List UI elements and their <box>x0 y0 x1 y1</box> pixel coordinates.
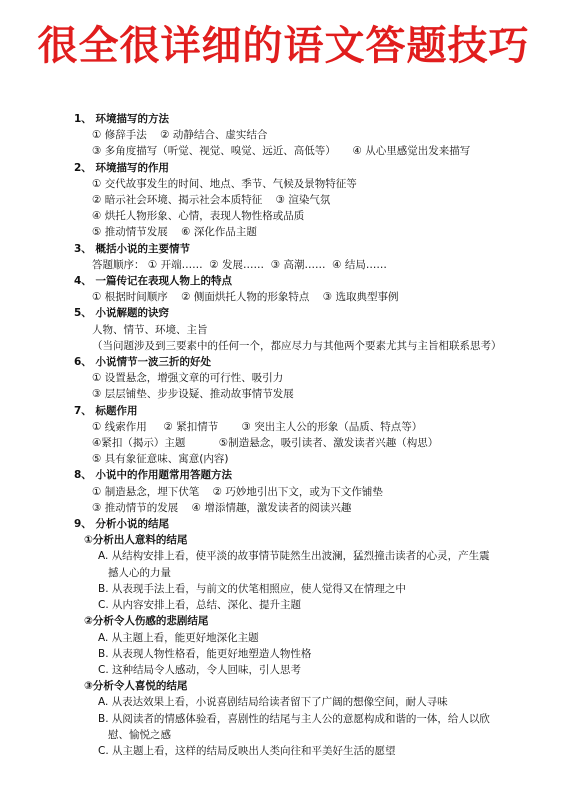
section-heading: 6、 小说情节一波三折的好处 <box>74 356 211 369</box>
tip-line: ② 暗示社会环境、揭示社会本质特征 ③ 渲染气氛 <box>92 194 331 207</box>
tip-line: ③ 多角度描写（听觉、视觉、嗅觉、远近、高低等） ④ 从心里感觉出发来描写 <box>92 145 471 158</box>
tip-line: ① 修辞手法 ② 动静结合、虚实结合 <box>92 129 268 142</box>
tip-line: A. 从结构安排上看，使平淡的故事情节陡然生出波澜，猛烈撞击读者的心灵，产生震 <box>98 550 490 563</box>
section-heading: 8、 小说中的作用题常用答题方法 <box>74 469 232 482</box>
tip-line: ⑤ 具有象征意味、寓意(内容) <box>92 453 229 466</box>
tip-line: ① 交代故事发生的时间、地点、季节、气候及景物特征等 <box>92 177 357 190</box>
tip-line: 慰、愉悦之感 <box>108 728 171 741</box>
section-heading: ③分析令人喜悦的结尾 <box>84 680 188 693</box>
tip-line: 答题顺序： ① 开端…… ② 发展…… ③ 高潮…… ④ 结局…… <box>92 258 387 271</box>
section-heading: ①分析出人意料的结尾 <box>84 534 188 547</box>
tips-content <box>74 111 544 759</box>
tip-line: ③ 层层铺垫、步步设疑、推动故事情节发展 <box>92 388 294 401</box>
page-title: 很全很详细的语文答题技巧 <box>37 22 530 69</box>
tip-line: C. 从内容安排上看，总结、深化、提升主题 <box>98 599 302 612</box>
section-heading: 5、 小说解题的诀窍 <box>74 307 169 320</box>
section-heading: 2、 环境描写的作用 <box>74 161 169 174</box>
tip-line: ① 根据时间顺序 ② 侧面烘托人物的形象特点 ③ 选取典型事例 <box>92 291 399 304</box>
tip-line: C. 从主题上看，这样的结局反映出人类向往和平美好生活的愿望 <box>98 744 396 757</box>
tip-line: A. 从表达效果上看，小说喜剧结局给读者留下了广阔的想像空间，耐人寻味 <box>98 696 448 709</box>
section-heading: 9、 分析小说的结尾 <box>74 518 169 531</box>
tip-line: B. 从表现手法上看，与前文的伏笔相照应，使人觉得又在情理之中 <box>98 582 406 595</box>
tip-line: A. 从主题上看，能更好地深化主题 <box>98 631 259 644</box>
section-heading: 1、 环境描写的方法 <box>74 113 169 125</box>
tip-line: ④紧扣（揭示）主题 ⑤制造悬念，吸引读者、激发读者兴趣（构思） <box>92 437 439 450</box>
tip-line: C. 这种结局令人感动，令人回味，引人思考 <box>98 663 302 676</box>
tip-line: B. 从表现人物性格看，能更好地塑造人物性格 <box>98 647 312 660</box>
section-heading: ②分析令人伤感的悲剧结尾 <box>84 615 209 628</box>
tip-line: B. 从阅读者的情感体验看，喜剧性的结尾与主人公的意愿构成和谐的一体，给人以欣 <box>98 712 490 725</box>
tip-line: ① 制造悬念，埋下伏笔 ② 巧妙地引出下文，或为下文作铺垫 <box>92 485 383 498</box>
section-heading: 4、 一篇传记在表现人物上的特点 <box>74 275 232 288</box>
section-heading: 7、 标题作用 <box>74 404 138 417</box>
tip-line: ③ 推动情节的发展 ④ 增添情趣，激发读者的阅读兴趣 <box>92 501 352 514</box>
tip-line: ④ 烘托人物形象、心情，表现人物性格或品质 <box>92 210 305 223</box>
tip-line: 撼人心的力量 <box>108 566 171 579</box>
tip-line: ① 线索作用 ② 紧扣情节 ③ 突出主人公的形象（品质、特点等） <box>92 420 423 433</box>
tip-line: ⑤ 推动情节发展 ⑥ 深化作品主题 <box>92 226 257 239</box>
section-heading: 3、 概括小说的主要情节 <box>74 242 190 255</box>
tip-line: （当问题涉及到三要素中的任何一个，都应尽力与其他两个要素尤其与主旨相联系思考） <box>92 339 502 352</box>
tip-line: 人物、情节、环境、主旨 <box>92 323 208 336</box>
tip-line: ① 设置悬念，增强文章的可行性、吸引力 <box>92 372 284 385</box>
